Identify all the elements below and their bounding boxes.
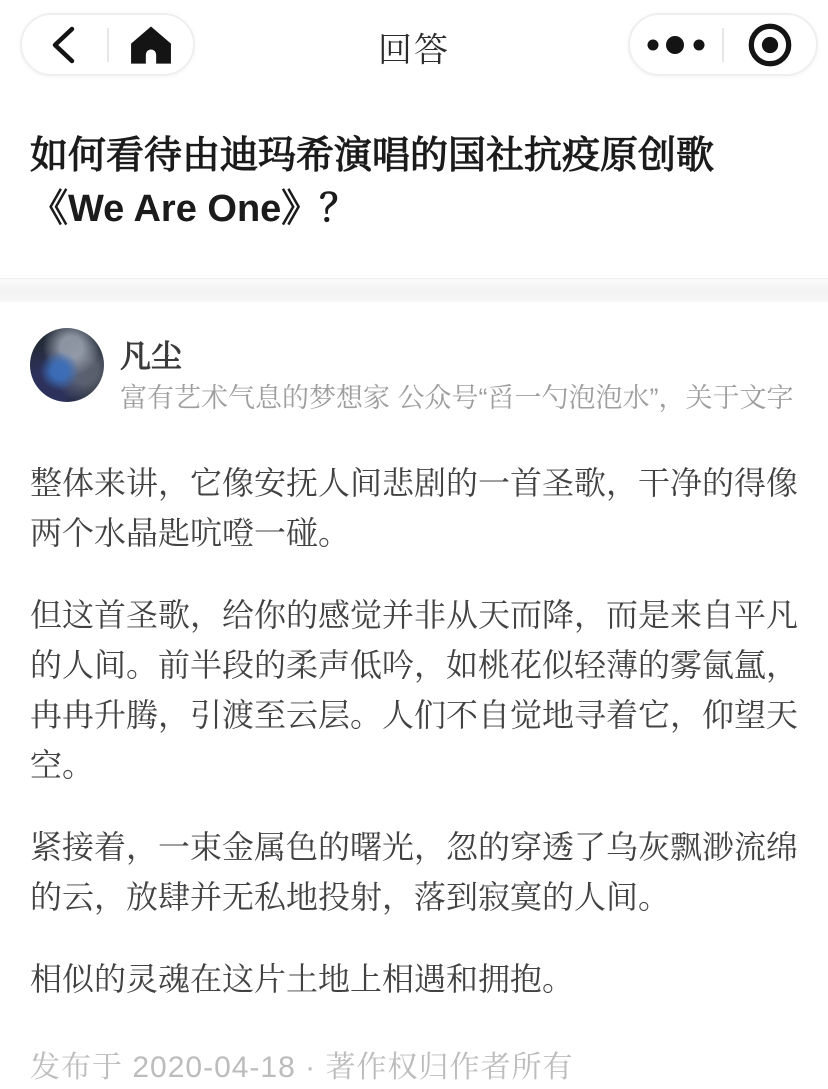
publish-meta: 发布于 2020-04-18 · 著作权归作者所有 [30,1051,574,1084]
author-bio: 富有艺术气息的梦想家 公众号“舀一勺泡泡水”，关于文字 [120,383,794,413]
page-title: 回答 [378,31,450,70]
wechat-capsule [628,13,818,76]
nav-capsule [20,13,195,76]
home-button[interactable] [109,15,194,74]
answer-paragraph: 整体来讲，它像安抚人间悲剧的一首圣歌，干净的得像两个水晶匙吭噔一碰。 [30,465,799,551]
answer-body [30,458,798,1004]
author-meta [120,329,794,413]
record-circle-icon [744,19,796,71]
author-name[interactable]: 凡尘 [120,339,182,374]
more-button[interactable] [630,15,722,74]
answer-paragraph: 相似的灵魂在这片土地上相遇和拥抱。 [30,961,575,997]
author-row[interactable] [30,328,798,413]
chevron-left-icon [47,23,81,67]
home-icon [129,23,173,67]
author-avatar[interactable] [30,328,104,402]
question-title: 如何看待由迪玛希演唱的国社抗疫原创歌《We Are One》？ [30,135,715,230]
section-divider [0,278,828,302]
answer-paragraph: 但这首圣歌，给你的感觉并非从天而降，而是来自平凡的人间。前半段的柔声低吟，如桃花似轻薄的雾氤氲，冉冉升腾，引渡至云层。人们不自觉地寻着它，仰望天空。 [30,597,799,783]
exit-button[interactable] [724,15,816,74]
ellipsis-dots-icon [643,33,709,57]
top-navigation-bar [0,0,828,94]
answer-paragraph: 紧接着，一束金属色的曙光，忽的穿透了乌灰飘渺流绵的云，放肆并无私地投射，落到寂寞的人间。 [30,829,799,915]
back-button[interactable] [22,15,107,74]
